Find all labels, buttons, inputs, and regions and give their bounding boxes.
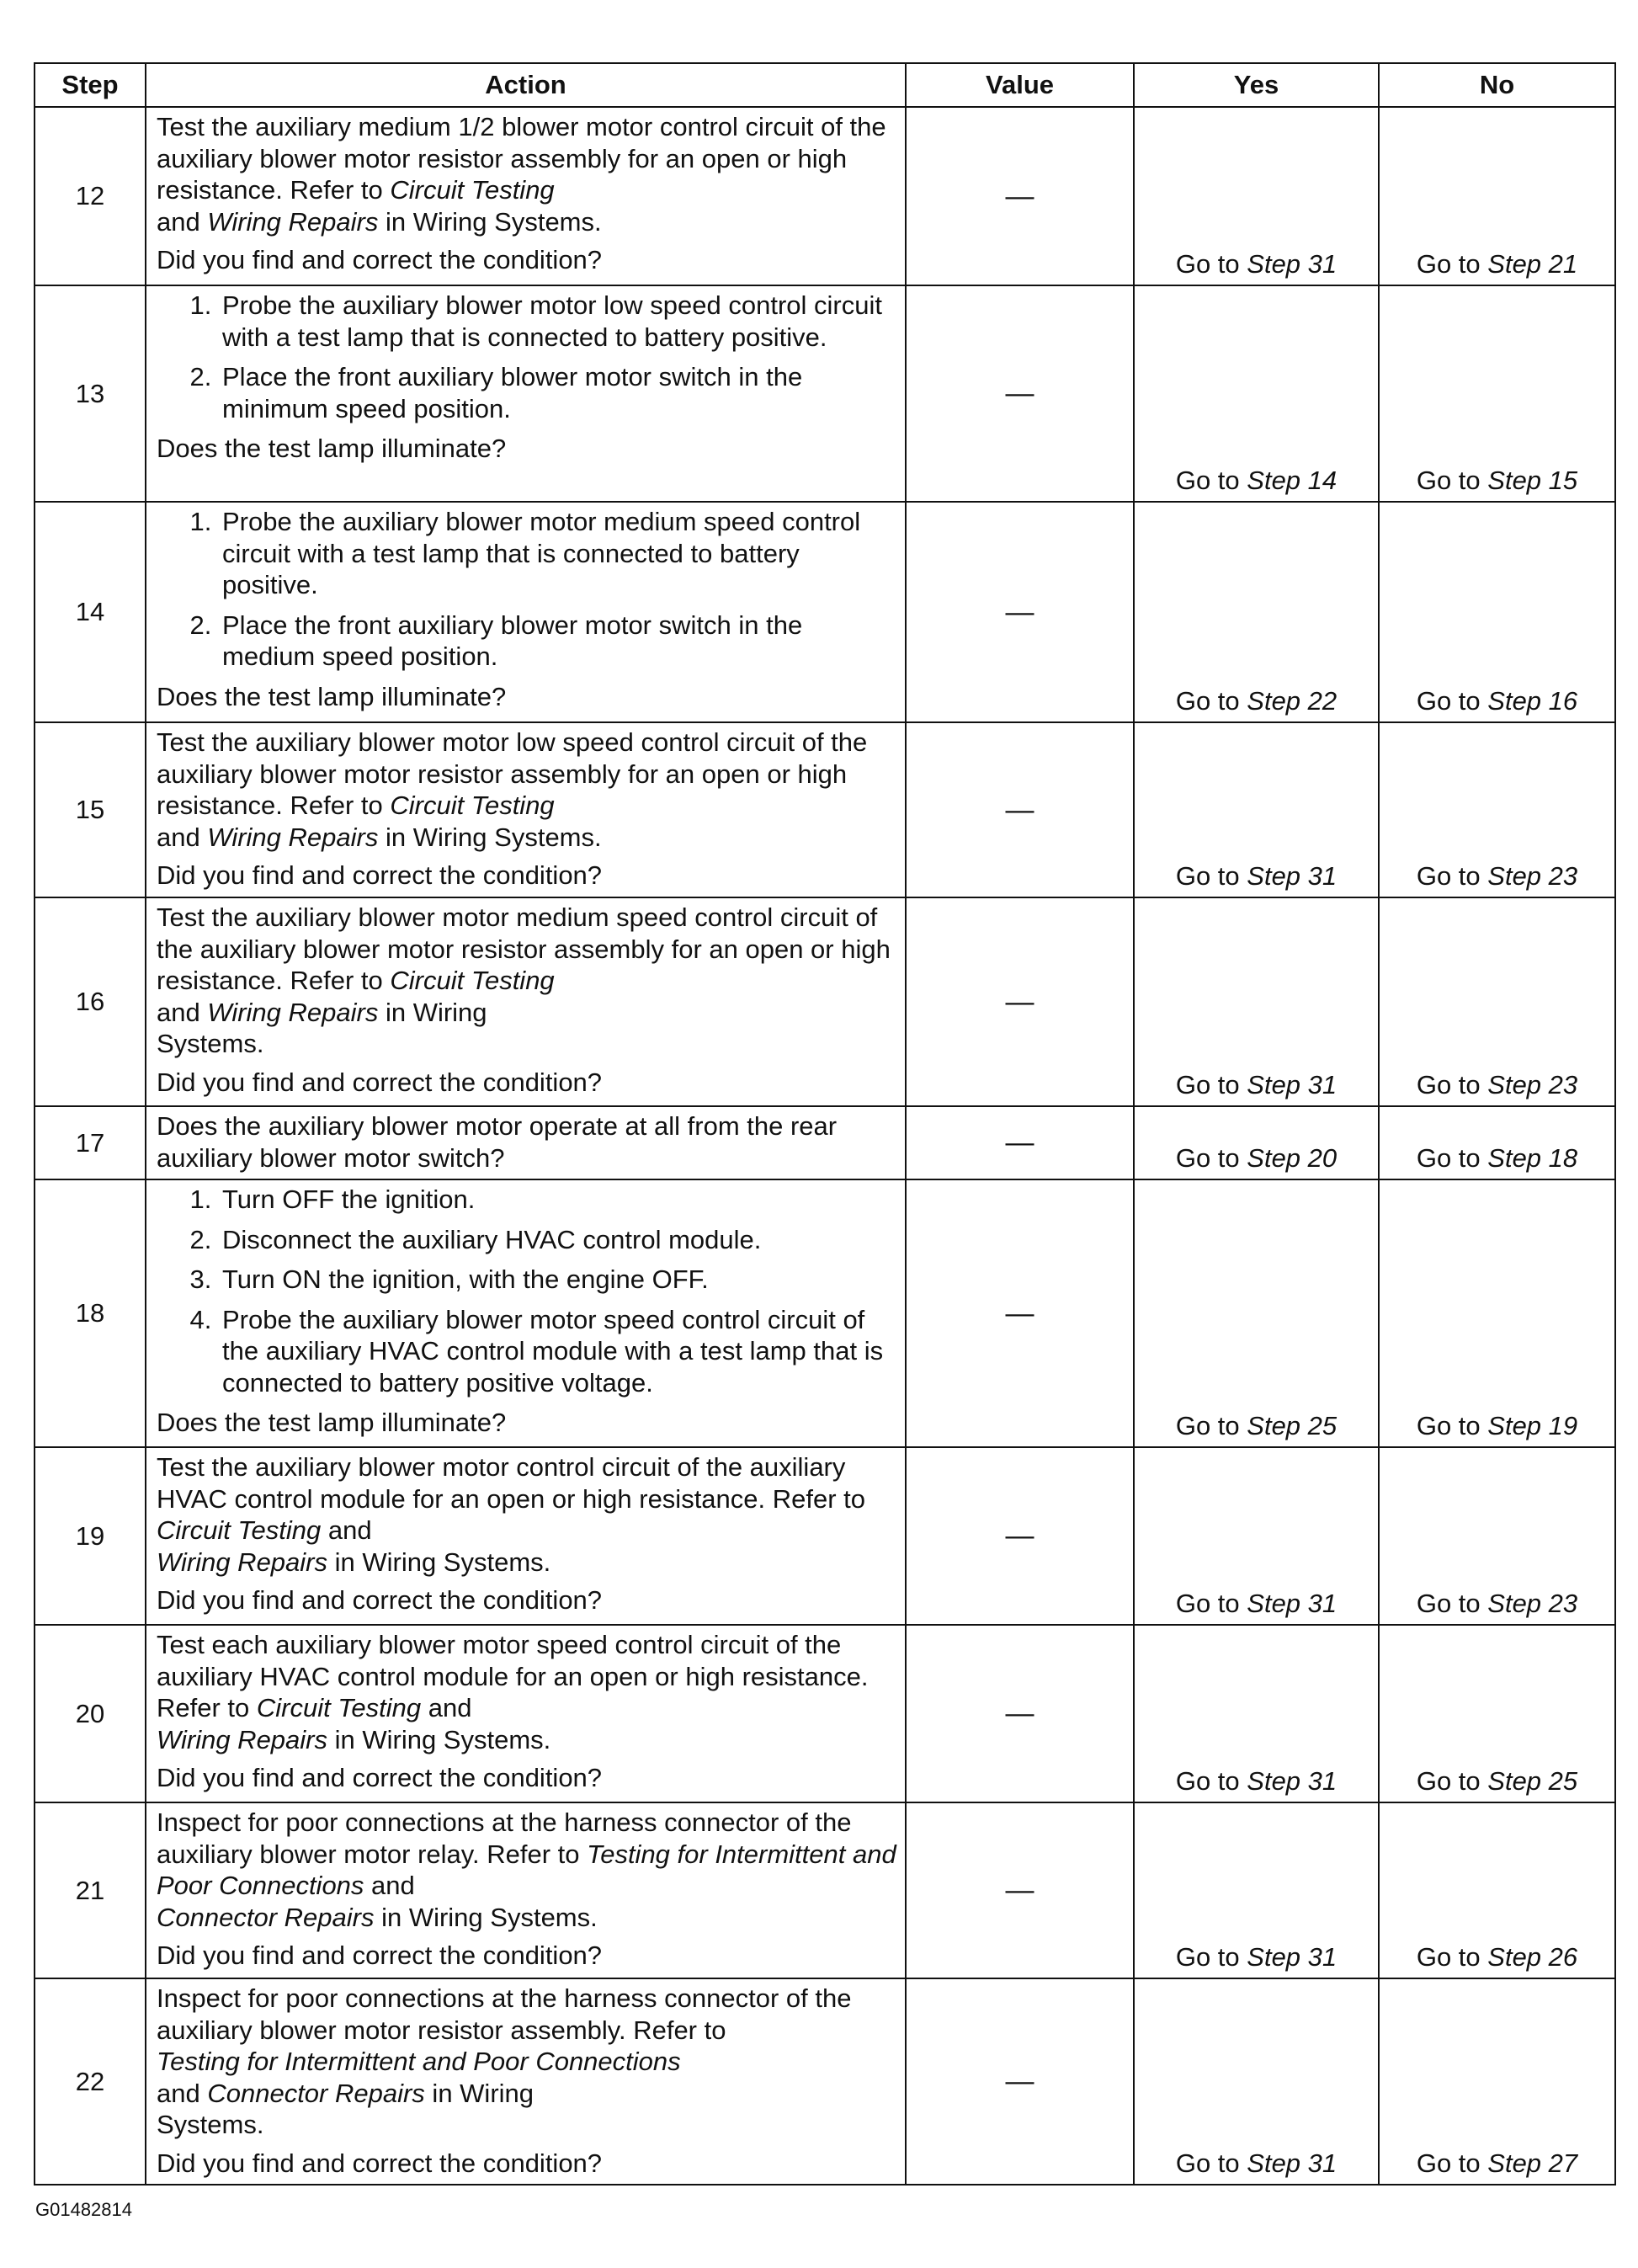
value-cell: — — [906, 1978, 1134, 2185]
action-text: and — [157, 997, 208, 1027]
step-number: 21 — [35, 1802, 146, 1978]
yes-step-reference: Step 31 — [1247, 1766, 1338, 1796]
yes-step-reference: Step 22 — [1247, 686, 1338, 716]
action-text: Test the auxiliary blower motor control circuit of the auxiliary HVAC control module for an open or high resistance. Refer to — [157, 1452, 866, 1514]
no-cell — [1379, 897, 1615, 1106]
figure-id: G01482814 — [35, 2199, 132, 2220]
header-step: Step — [35, 63, 146, 107]
procedure-item — [219, 506, 896, 601]
action-text: and — [321, 1515, 372, 1545]
header-yes: Yes — [1134, 63, 1379, 107]
yes-cell — [1134, 1447, 1379, 1625]
step-number: 16 — [35, 897, 146, 1106]
yes-goto-text: Go to — [1175, 861, 1247, 891]
procedure-item — [219, 290, 896, 353]
table-row-step-12 — [35, 107, 1615, 285]
no-cell — [1379, 502, 1615, 722]
action-text: in Wiring Systems. — [327, 1547, 551, 1577]
table-row-step-18 — [35, 1179, 1615, 1447]
table-row-step-19 — [35, 1447, 1615, 1625]
no-goto-text: Go to — [1416, 1143, 1488, 1173]
action-question: Did you find and correct the condition? — [157, 860, 603, 890]
yes-goto-text: Go to — [1175, 466, 1247, 495]
action-text: in Wiring Systems. — [378, 206, 602, 237]
table-row-step-17 — [35, 1106, 1615, 1179]
action-text: and — [157, 206, 208, 237]
action-cell — [146, 1625, 906, 1802]
no-goto-text: Go to — [1416, 2148, 1488, 2178]
reference-link-text: Circuit Testing — [390, 791, 555, 820]
action-cell — [146, 1802, 906, 1978]
yes-step-reference: Step 14 — [1247, 466, 1338, 495]
action-text: Inspect for poor connections at the harness connector of the auxiliary blower motor resistor assembly. Refer to — [157, 1983, 852, 2045]
action-cell — [146, 285, 906, 502]
action-text: and — [157, 2078, 208, 2108]
yes-cell — [1134, 897, 1379, 1106]
action-text: and — [364, 1871, 415, 1900]
value-cell: — — [906, 897, 1134, 1106]
table-row-step-21 — [35, 1802, 1615, 1978]
reference-link-text: Wiring Repairs — [207, 206, 379, 237]
reference-link-text: Circuit Testing — [390, 175, 555, 205]
action-text: Turn OFF the ignition. — [222, 1185, 476, 1214]
reference-link-text: Circuit Testing — [390, 966, 555, 995]
yes-cell — [1134, 1106, 1379, 1179]
no-cell — [1379, 1447, 1615, 1625]
value-cell: — — [906, 285, 1134, 502]
no-cell — [1379, 1106, 1615, 1179]
action-text: Disconnect the auxiliary HVAC control module. — [222, 1224, 762, 1254]
procedure-list — [157, 506, 896, 673]
action-paragraph — [157, 1629, 896, 1755]
no-cell — [1379, 722, 1615, 897]
step-number: 22 — [35, 1978, 146, 2185]
action-question: Does the test lamp illuminate? — [157, 1408, 507, 1437]
action-text: in Wiring — [378, 997, 487, 1027]
action-question: Did you find and correct the condition? — [157, 1585, 603, 1615]
yes-step-reference: Step 31 — [1247, 861, 1338, 891]
no-step-reference: Step 27 — [1487, 2148, 1578, 2178]
no-step-reference: Step 23 — [1487, 1589, 1578, 1618]
no-goto-text: Go to — [1416, 686, 1488, 716]
no-step-reference: Step 18 — [1487, 1143, 1578, 1173]
table-row-step-20 — [35, 1625, 1615, 1802]
action-cell — [146, 502, 906, 722]
yes-step-reference: Step 31 — [1247, 1589, 1338, 1618]
table-row-step-15 — [35, 722, 1615, 897]
yes-goto-text: Go to — [1175, 1070, 1247, 1099]
action-text: in Wiring Systems. — [327, 1724, 551, 1754]
yes-step-reference: Step 31 — [1247, 249, 1338, 279]
no-step-reference: Step 15 — [1487, 466, 1578, 495]
procedure-item — [219, 1224, 896, 1256]
reference-link-text: Wiring Repairs — [207, 822, 379, 852]
action-text: Does the auxiliary blower motor operate at all from the rear auxiliary blower motor switch? — [157, 1111, 838, 1173]
value-cell: — — [906, 1106, 1134, 1179]
action-text: Test the auxiliary blower motor low speed control circuit of the auxiliary blower motor resistor assembly for an open or high resistance. Refer to — [157, 727, 868, 820]
yes-step-reference: Step 31 — [1247, 1070, 1338, 1099]
action-text: Test the auxiliary medium 1/2 blower motor control circuit of the auxiliary blower motor resistor assembly for an open or high resistance. Refer to — [157, 112, 886, 205]
yes-step-reference: Step 20 — [1247, 1143, 1338, 1173]
no-goto-text: Go to — [1416, 1070, 1488, 1099]
action-paragraph — [157, 902, 896, 1060]
no-step-reference: Step 19 — [1487, 1411, 1578, 1440]
action-text: Place the front auxiliary blower motor switch in the medium speed position. — [222, 610, 803, 671]
no-step-reference: Step 25 — [1487, 1766, 1578, 1796]
no-goto-text: Go to — [1416, 1942, 1488, 1972]
no-cell — [1379, 285, 1615, 502]
header-row — [35, 63, 1615, 107]
yes-cell — [1134, 107, 1379, 285]
action-cell — [146, 1978, 906, 2185]
reference-link-text: Connector Repairs — [207, 2078, 425, 2108]
reference-link-text: Circuit Testing — [157, 1515, 322, 1545]
reference-link-text: Wiring Repairs — [157, 1547, 327, 1577]
no-cell — [1379, 1978, 1615, 2185]
action-text: Test the auxiliary blower motor medium speed control circuit of the auxiliary blower motor resistor assembly for an open or high resistance. Refer to — [157, 902, 891, 995]
no-step-reference: Step 16 — [1487, 686, 1578, 716]
action-cell — [146, 1179, 906, 1447]
action-question: Did you find and correct the condition? — [157, 1941, 603, 1970]
procedure-item — [219, 1184, 896, 1216]
step-number: 17 — [35, 1106, 146, 1179]
yes-cell — [1134, 1625, 1379, 1802]
step-number: 20 — [35, 1625, 146, 1802]
action-cell — [146, 1447, 906, 1625]
table-body — [35, 107, 1615, 2185]
value-cell: — — [906, 1447, 1134, 1625]
no-goto-text: Go to — [1416, 1589, 1488, 1618]
step-number: 12 — [35, 107, 146, 285]
reference-link-text: Circuit Testing — [256, 1693, 422, 1722]
yes-cell — [1134, 285, 1379, 502]
yes-goto-text: Go to — [1175, 2148, 1247, 2178]
value-cell: — — [906, 107, 1134, 285]
no-cell — [1379, 1625, 1615, 1802]
yes-step-reference: Step 31 — [1247, 1942, 1338, 1972]
action-text: Systems. — [157, 1029, 264, 1058]
yes-goto-text: Go to — [1175, 1143, 1247, 1173]
no-step-reference: Step 26 — [1487, 1942, 1578, 1972]
value-cell: — — [906, 1179, 1134, 1447]
action-text: Place the front auxiliary blower motor switch in the minimum speed position. — [222, 362, 803, 423]
reference-link-text: Testing for Intermittent and Poor Connections — [157, 1839, 896, 1900]
value-cell: — — [906, 1625, 1134, 1802]
action-text: Probe the auxiliary blower motor speed control circuit of the auxiliary HVAC control module with a test lamp that is connected to battery positive voltage. — [222, 1304, 884, 1398]
yes-goto-text: Go to — [1175, 1766, 1247, 1796]
no-goto-text: Go to — [1416, 1411, 1488, 1440]
action-text: Probe the auxiliary blower motor low speed control circuit with a test lamp that is connected to battery positive. — [222, 290, 882, 352]
step-number: 15 — [35, 722, 146, 897]
no-step-reference: Step 23 — [1487, 1070, 1578, 1099]
table-row-step-13 — [35, 285, 1615, 502]
no-goto-text: Go to — [1416, 466, 1488, 495]
step-number: 13 — [35, 285, 146, 502]
value-cell: — — [906, 1802, 1134, 1978]
no-cell — [1379, 1179, 1615, 1447]
yes-goto-text: Go to — [1175, 686, 1247, 716]
action-question: Did you find and correct the condition? — [157, 245, 603, 274]
action-paragraph — [157, 111, 896, 237]
no-step-reference: Step 23 — [1487, 861, 1578, 891]
action-question: Does the test lamp illuminate? — [157, 681, 507, 711]
no-cell — [1379, 1802, 1615, 1978]
no-goto-text: Go to — [1416, 249, 1488, 279]
procedure-item — [219, 1304, 896, 1399]
yes-cell — [1134, 502, 1379, 722]
procedure-item — [219, 1264, 896, 1296]
action-text: Systems. — [157, 2110, 264, 2139]
table-row-step-14 — [35, 502, 1615, 722]
action-paragraph — [157, 727, 896, 853]
reference-link-text: Connector Repairs — [157, 1902, 375, 1932]
step-number: 14 — [35, 502, 146, 722]
action-cell — [146, 107, 906, 285]
action-text: Turn ON the ignition, with the engine OFF. — [222, 1264, 709, 1294]
diagnostic-table — [34, 62, 1616, 2185]
action-paragraph — [157, 1451, 896, 1578]
action-question: Did you find and correct the condition? — [157, 1067, 603, 1097]
action-cell — [146, 722, 906, 897]
yes-goto-text: Go to — [1175, 1411, 1247, 1440]
procedure-item — [219, 610, 896, 673]
action-cell — [146, 1106, 906, 1179]
yes-cell — [1134, 1802, 1379, 1978]
action-question: Did you find and correct the condition? — [157, 1763, 603, 1792]
action-text: and — [421, 1693, 472, 1722]
reference-link-text: Wiring Repairs — [207, 997, 379, 1027]
no-goto-text: Go to — [1416, 861, 1488, 891]
action-text: in Wiring — [424, 2078, 534, 2108]
table-row-step-22 — [35, 1978, 1615, 2185]
reference-link-text: Testing for Intermittent and Poor Connections — [157, 2047, 681, 2076]
action-text: in Wiring Systems. — [378, 822, 602, 852]
procedure-item — [219, 361, 896, 424]
procedure-list — [157, 290, 896, 424]
yes-goto-text: Go to — [1175, 1942, 1247, 1972]
yes-goto-text: Go to — [1175, 249, 1247, 279]
action-text: in Wiring Systems. — [374, 1902, 598, 1932]
action-paragraph — [157, 1110, 896, 1174]
action-text: Test each auxiliary blower motor speed control circuit of the auxiliary HVAC control module for an open or high resistance. Refer to — [157, 1630, 869, 1722]
value-cell: — — [906, 722, 1134, 897]
no-cell — [1379, 107, 1615, 285]
no-step-reference: Step 21 — [1487, 249, 1578, 279]
yes-cell — [1134, 1179, 1379, 1447]
no-goto-text: Go to — [1416, 1766, 1488, 1796]
step-number: 19 — [35, 1447, 146, 1625]
yes-cell — [1134, 1978, 1379, 2185]
action-text: and — [157, 822, 208, 852]
header-no: No — [1379, 63, 1615, 107]
action-text: Probe the auxiliary blower motor medium speed control circuit with a test lamp that is connected to battery positive. — [222, 507, 861, 599]
yes-cell — [1134, 722, 1379, 897]
procedure-list — [157, 1184, 896, 1398]
action-paragraph — [157, 1807, 896, 1933]
action-cell — [146, 897, 906, 1106]
yes-step-reference: Step 25 — [1247, 1411, 1338, 1440]
action-paragraph — [157, 1983, 896, 2141]
action-question: Did you find and correct the condition? — [157, 2148, 603, 2178]
yes-goto-text: Go to — [1175, 1589, 1247, 1618]
reference-link-text: Wiring Repairs — [157, 1724, 327, 1754]
action-text: Inspect for poor connections at the harness connector of the auxiliary blower motor relay. Refer to — [157, 1807, 852, 1869]
table-row-step-16 — [35, 897, 1615, 1106]
header-value: Value — [906, 63, 1134, 107]
value-cell: — — [906, 502, 1134, 722]
action-question: Does the test lamp illuminate? — [157, 434, 507, 463]
step-number: 18 — [35, 1179, 146, 1447]
yes-step-reference: Step 31 — [1247, 2148, 1338, 2178]
header-action: Action — [146, 63, 906, 107]
